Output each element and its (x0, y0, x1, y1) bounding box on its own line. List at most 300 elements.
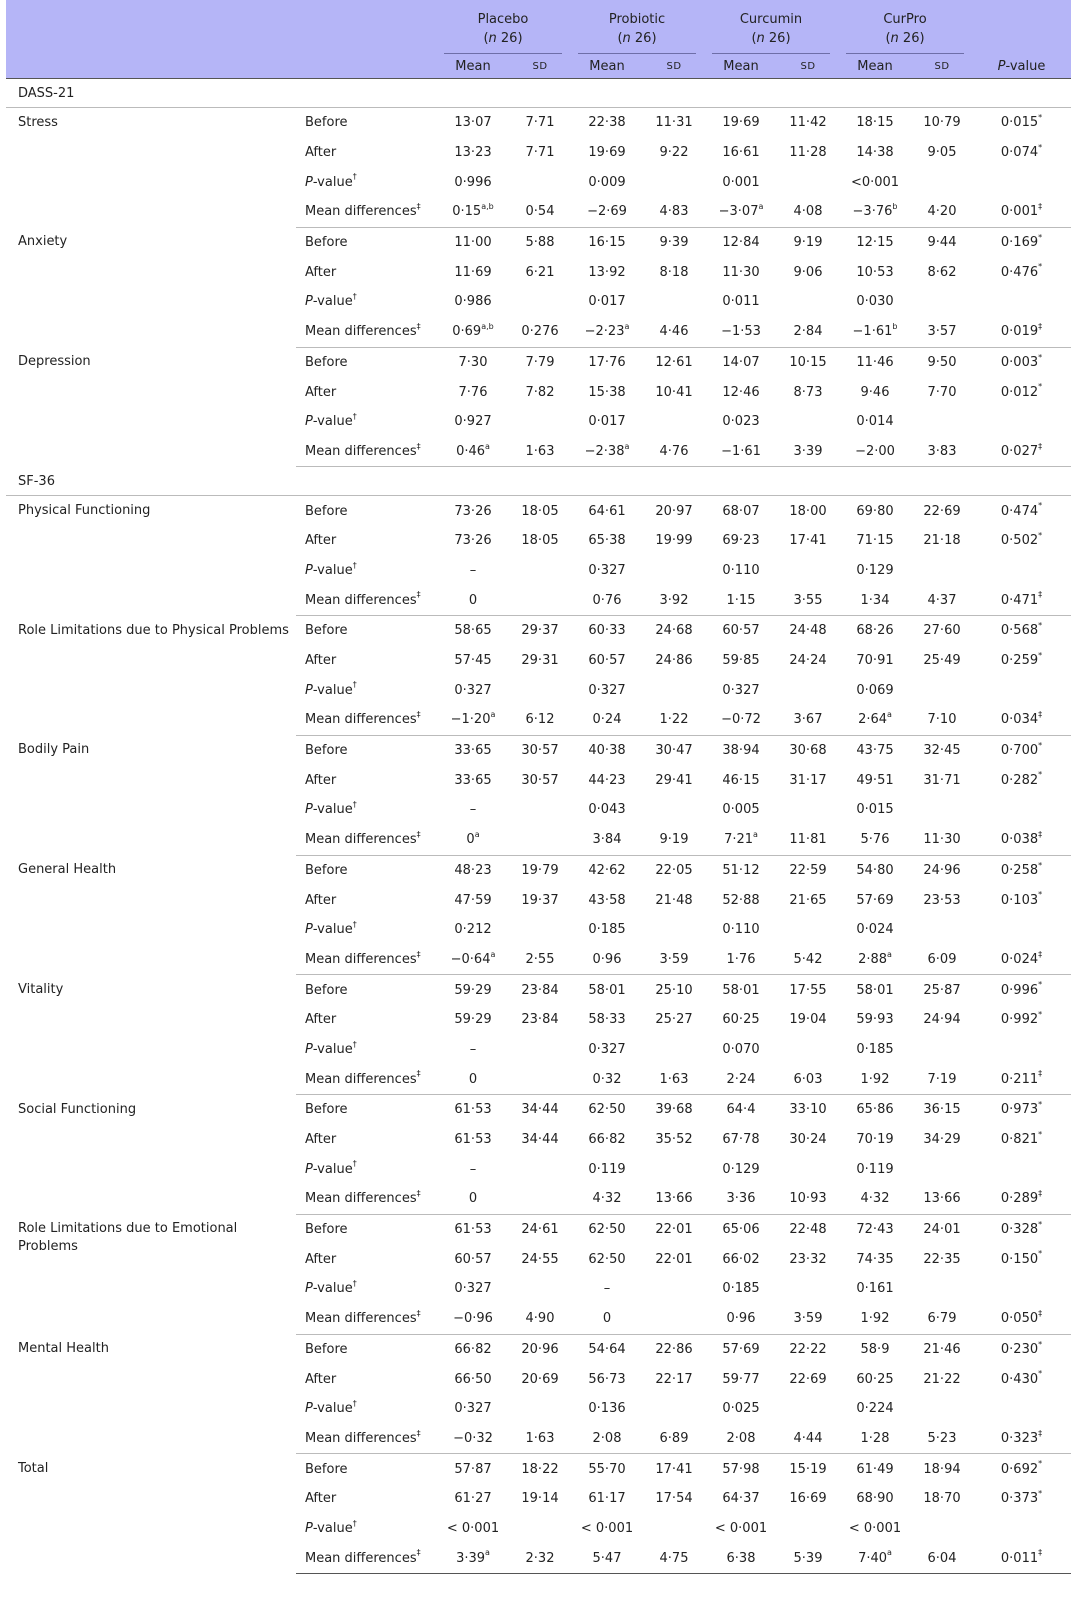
sd-cell: 22·01 (655, 1251, 693, 1267)
mean-cell: 12·46 (722, 384, 760, 400)
superscript-mark: ‡ (1038, 1189, 1043, 1199)
mean-cell: 66·02 (722, 1251, 760, 1267)
empty-cell (912, 1394, 972, 1424)
mean-cell: 38·94 (722, 743, 760, 759)
within-group-pvalue: 0·212 (454, 922, 492, 938)
sd-cell: 34·29 (923, 1132, 961, 1148)
mean-cell: 57·69 (722, 1341, 760, 1357)
sd-cell: 19·14 (521, 1491, 559, 1507)
empty-cell (972, 407, 1071, 437)
empty-cell (912, 915, 972, 945)
mean-cell: −0·32 (436, 1424, 510, 1454)
within-group-pvalue: 0·005 (722, 802, 760, 818)
sd-cell: 24·61 (521, 1222, 559, 1238)
sd-cell: 4·83 (644, 197, 704, 227)
mean-cell: 60·25 (722, 1012, 760, 1028)
mean-cell: −0·72 (704, 705, 778, 735)
mean-cell: 6·38 (704, 1543, 778, 1573)
superscript-mark: † (352, 800, 357, 810)
between-group-pvalue: 0·973* (1000, 1100, 1043, 1118)
mean-cell: −1·61 (704, 437, 778, 467)
group-header-curcumin: Curcumin (n 26) (704, 0, 838, 54)
sd-cell: 8·73 (793, 384, 823, 400)
sd-cell: 4·76 (644, 437, 704, 467)
row-label: After (305, 533, 337, 549)
mean-cell: 11·46 (856, 354, 894, 370)
mean-cell: 56·73 (588, 1371, 626, 1387)
mean-cell: 47·59 (454, 892, 492, 908)
sd-cell: 24·55 (521, 1251, 559, 1267)
mean-cell: 1·92 (838, 1064, 912, 1094)
empty-cell (510, 675, 570, 705)
mean-cell: 57·98 (722, 1461, 760, 1477)
mean-cell: 58·01 (588, 982, 626, 998)
mean-cell: 12·15 (856, 235, 894, 251)
mean-cell: −0·96 (436, 1304, 510, 1334)
mean-cell: 64·61 (588, 503, 626, 519)
between-group-pvalue: 0·430* (1000, 1369, 1043, 1387)
mean-cell: $0\cdot 46^a$ (436, 437, 510, 467)
superscript-mark: * (1038, 232, 1043, 242)
superscript-mark: * (1038, 980, 1043, 990)
sd-cell: 7·71 (525, 115, 555, 131)
superscript-mark: a (624, 441, 630, 451)
section-title: DASS-21 (6, 79, 1071, 108)
mean-cell: 69·80 (856, 503, 894, 519)
mean-cell: 33·65 (454, 743, 492, 759)
sd-cell (510, 825, 570, 855)
empty-cell (510, 1514, 570, 1544)
between-group-pvalue: 0·476* (1000, 262, 1043, 280)
mean-cell: 74·35 (856, 1251, 894, 1267)
superscript-mark: * (1038, 113, 1043, 123)
mean-cell: $-3\cdot 76^b$ (838, 197, 912, 227)
mean-cell: $7\cdot 40^a$ (838, 1543, 912, 1573)
mean-cell: 16·15 (588, 235, 626, 251)
mean-cell: 65·38 (588, 533, 626, 549)
row-label: P-value† (305, 1279, 357, 1297)
within-group-pvalue: 0·011 (722, 294, 760, 310)
mean-cell: 58·01 (856, 982, 894, 998)
mean-cell: 62·50 (588, 1102, 626, 1118)
superscript-mark: a (490, 710, 496, 720)
sd-cell: 17·41 (655, 1461, 693, 1477)
sd-cell: 13·66 (644, 1184, 704, 1214)
row-label: Before (305, 862, 348, 878)
empty-cell (510, 795, 570, 825)
sd-cell: 30·57 (521, 743, 559, 759)
row-label-p: P (305, 294, 313, 310)
empty-cell (778, 1514, 838, 1544)
mean-cell: 71·15 (856, 533, 894, 549)
mean-cell: 59·85 (722, 653, 760, 669)
empty-cell (972, 1035, 1071, 1065)
sd-cell: 9·39 (659, 235, 689, 251)
within-group-pvalue: 0·110 (722, 562, 760, 578)
row-label: Mean differences‡ (296, 585, 436, 615)
superscript-mark: † (352, 1039, 357, 1049)
mean-cell: 67·78 (722, 1132, 760, 1148)
sd-cell: 8·18 (659, 264, 689, 280)
sd-cell: 20·69 (521, 1371, 559, 1387)
table-row (6, 108, 1071, 138)
mean-cell: 51·12 (722, 862, 760, 878)
row-label: Mean differences‡ (296, 1424, 436, 1454)
empty-cell (778, 556, 838, 586)
table-row (6, 1334, 1071, 1364)
between-group-pvalue: 0·038‡ (972, 825, 1071, 855)
superscript-mark: * (1038, 650, 1043, 660)
superscript-mark: ‡ (416, 949, 421, 959)
mean-cell: 7·30 (458, 354, 488, 370)
sd-cell (510, 1064, 570, 1094)
empty-cell (972, 556, 1071, 586)
superscript-mark: * (1038, 530, 1043, 540)
mean-cell: $7\cdot 21^a$ (704, 825, 778, 855)
row-label: P-value† (305, 680, 357, 698)
sd-cell: 9·05 (927, 145, 957, 161)
superscript-mark: ‡ (416, 829, 421, 839)
superscript-mark: † (352, 1398, 357, 1408)
mean-cell: 49·51 (856, 772, 894, 788)
superscript-mark: ‡ (1038, 1308, 1043, 1318)
measure-label: Vitality (18, 981, 64, 997)
between-group-pvalue: 0·103* (1000, 890, 1043, 908)
within-group-pvalue: – (469, 1161, 477, 1177)
sd-cell: 22·86 (655, 1341, 693, 1357)
superscript-mark: b (892, 202, 898, 212)
empty-cell (912, 167, 972, 197)
row-label-p: P (305, 1520, 313, 1536)
sd-cell: 3·83 (912, 437, 972, 467)
mean-cell: 54·80 (856, 862, 894, 878)
mean-cell: 58·9 (860, 1341, 890, 1357)
superscript-mark: * (1038, 890, 1043, 900)
col-mean: Mean (570, 54, 644, 79)
row-label: After (305, 264, 337, 280)
empty-cell (912, 1035, 972, 1065)
row-label: After (305, 892, 337, 908)
empty-cell (912, 407, 972, 437)
measure-label: Bodily Pain (18, 742, 90, 758)
superscript-mark: ‡ (416, 1069, 421, 1079)
mean-cell: 69·23 (722, 533, 760, 549)
sd-cell: 21·46 (923, 1341, 961, 1357)
row-label-p: P (305, 174, 313, 190)
sd-cell: 7·70 (927, 384, 957, 400)
row-label: After (305, 772, 337, 788)
mean-cell: 4·32 (838, 1184, 912, 1214)
mean-cell: 0 (570, 1304, 644, 1334)
within-group-pvalue: 0·024 (856, 922, 894, 938)
superscript-mark: ‡ (1038, 202, 1043, 212)
within-group-pvalue: 0·119 (588, 1161, 626, 1177)
superscript-mark: a (490, 949, 496, 959)
sd-cell: 3·39 (778, 437, 838, 467)
within-group-pvalue: 0·110 (722, 922, 760, 938)
mean-cell: 1·76 (704, 945, 778, 975)
sd-cell: 4·08 (778, 197, 838, 227)
empty-cell (644, 167, 704, 197)
empty-cell (912, 556, 972, 586)
superscript-mark: ‡ (1038, 710, 1043, 720)
sd-cell: 5·88 (525, 235, 555, 251)
table-row (6, 1454, 1071, 1484)
within-group-pvalue: 0·927 (454, 414, 492, 430)
measure-label: Role Limitations due to Emotional Problems (18, 1221, 238, 1255)
mean-cell: 57·69 (856, 892, 894, 908)
mean-cell: 0·96 (704, 1304, 778, 1334)
mean-cell: 66·82 (588, 1132, 626, 1148)
within-group-pvalue: – (469, 802, 477, 818)
mean-cell: 60·57 (588, 653, 626, 669)
sd-cell: 10·79 (923, 115, 961, 131)
row-label-p: P (305, 1161, 313, 1177)
sd-cell: 19·04 (789, 1012, 827, 1028)
empty-cell (644, 1035, 704, 1065)
sd-cell: 4·37 (912, 585, 972, 615)
within-group-pvalue: – (603, 1281, 611, 1297)
within-group-pvalue: 0·327 (588, 1041, 626, 1057)
sd-cell: 4·75 (644, 1543, 704, 1573)
mean-cell: 0 (436, 1184, 510, 1214)
between-group-pvalue: 0·211‡ (972, 1064, 1071, 1094)
measure-label: Depression (18, 354, 91, 369)
mean-cell: 57·87 (454, 1461, 492, 1477)
between-group-pvalue: 0·992* (1000, 1009, 1043, 1028)
sd-cell: 11·28 (789, 145, 827, 161)
sd-cell: 21·48 (655, 892, 693, 908)
superscript-mark: ‡ (416, 1548, 421, 1558)
within-group-pvalue: < 0·001 (580, 1520, 634, 1536)
sd-cell: 9·19 (793, 235, 823, 251)
empty-cell (510, 915, 570, 945)
superscript-mark: * (1038, 352, 1043, 362)
sd-cell: 6·89 (644, 1424, 704, 1454)
sd-cell: 0·276 (510, 317, 570, 347)
col-sd: SD (778, 54, 838, 79)
mean-cell: 61·53 (454, 1222, 492, 1238)
sd-cell: 2·32 (510, 1543, 570, 1573)
superscript-mark: * (1038, 1219, 1043, 1229)
sd-cell: 3·59 (644, 945, 704, 975)
empty-cell (510, 1394, 570, 1424)
empty-cell (912, 287, 972, 317)
table-row (6, 227, 1071, 257)
mean-cell: $-3\cdot 07^a$ (704, 197, 778, 227)
empty-cell (778, 1154, 838, 1184)
sd-cell: 2·84 (778, 317, 838, 347)
sd-cell: 5·42 (778, 945, 838, 975)
sd-cell: 25·27 (655, 1012, 693, 1028)
superscript-mark: a,b (481, 202, 494, 212)
sd-cell: 34·44 (521, 1132, 559, 1148)
superscript-mark: a (485, 441, 490, 451)
mean-cell: 61·27 (454, 1491, 492, 1507)
mean-cell: 44·23 (588, 772, 626, 788)
empty-cell (912, 1514, 972, 1544)
row-label-p: P (305, 1401, 313, 1417)
between-group-pvalue: 0·011‡ (972, 1543, 1071, 1573)
sd-cell: 18·05 (521, 533, 559, 549)
sd-cell: 17·41 (789, 533, 827, 549)
mean-cell: 68·07 (722, 503, 760, 519)
within-group-pvalue: <0·001 (850, 174, 900, 190)
within-group-pvalue: 0·327 (454, 1281, 492, 1297)
section-title: SF-36 (6, 467, 1071, 496)
table-row (6, 616, 1071, 646)
sd-cell: 9·19 (644, 825, 704, 855)
measure-label: Social Functioning (18, 1101, 137, 1117)
row-label: Mean differences‡ (296, 945, 436, 975)
within-group-pvalue: < 0·001 (446, 1520, 500, 1536)
measure-label: Total (18, 1460, 49, 1476)
table-row (6, 347, 1071, 377)
sd-cell: 0·54 (510, 197, 570, 227)
empty-cell (972, 1514, 1071, 1544)
superscript-mark: a (887, 949, 892, 959)
within-group-pvalue: < 0·001 (714, 1520, 768, 1536)
superscript-mark: ‡ (416, 441, 421, 451)
superscript-mark: * (1038, 1100, 1043, 1110)
empty-cell (778, 287, 838, 317)
mean-cell: 60·33 (588, 623, 626, 639)
row-label: Mean differences‡ (296, 1543, 436, 1573)
within-group-pvalue: 0·327 (588, 562, 626, 578)
mean-cell: 7·76 (458, 384, 488, 400)
sd-cell: 10·93 (778, 1184, 838, 1214)
sd-cell: 30·24 (789, 1132, 827, 1148)
superscript-mark: ‡ (1038, 1428, 1043, 1438)
sd-cell: 7·79 (525, 354, 555, 370)
row-label: Before (305, 623, 348, 639)
sd-cell: 1·63 (510, 437, 570, 467)
mean-cell: 0·76 (570, 585, 644, 615)
table-row (6, 975, 1071, 1005)
within-group-pvalue: 0·025 (722, 1401, 760, 1417)
sd-cell: 23·32 (789, 1251, 827, 1267)
between-group-pvalue: 0·150* (1000, 1249, 1043, 1267)
empty-cell (510, 407, 570, 437)
superscript-mark: ‡ (1038, 829, 1043, 839)
within-group-pvalue: – (469, 1041, 477, 1057)
sd-cell: 2·55 (510, 945, 570, 975)
sd-cell: 29·41 (655, 772, 693, 788)
between-group-pvalue: 0·001‡ (972, 197, 1071, 227)
superscript-mark: a (624, 321, 630, 331)
mean-cell: 14·07 (722, 354, 760, 370)
empty-cell (510, 1274, 570, 1304)
superscript-mark: a (474, 829, 480, 839)
within-group-pvalue: 0·185 (856, 1041, 894, 1057)
within-group-pvalue: 0·327 (454, 682, 492, 698)
empty-cell (510, 167, 570, 197)
row-label: Mean differences‡ (296, 437, 436, 467)
sd-cell: 10·15 (789, 354, 827, 370)
superscript-mark: † (352, 292, 357, 302)
measure-label: Stress (18, 115, 58, 130)
within-group-pvalue: 0·119 (856, 1161, 894, 1177)
sd-cell: 9·06 (793, 264, 823, 280)
sd-cell: 18·00 (789, 503, 827, 519)
mean-cell: 4·32 (570, 1184, 644, 1214)
table-row (6, 735, 1071, 765)
empty-cell (778, 167, 838, 197)
row-label: After (305, 1132, 337, 1148)
sd-cell: 9·44 (927, 235, 957, 251)
mean-cell: 46·15 (722, 772, 760, 788)
within-group-pvalue: 0·136 (588, 1401, 626, 1417)
sd-cell: 18·05 (521, 503, 559, 519)
mean-cell: 1·15 (704, 585, 778, 615)
within-group-pvalue: 0·043 (588, 802, 626, 818)
within-group-pvalue: < 0·001 (848, 1520, 902, 1536)
mean-cell: $-1\cdot 20^a$ (436, 705, 510, 735)
empty-cell (912, 1154, 972, 1184)
sd-cell: 9·22 (659, 145, 689, 161)
sd-cell: 7·10 (912, 705, 972, 735)
sd-cell: 31·17 (789, 772, 827, 788)
mean-cell: 5·47 (570, 1543, 644, 1573)
mean-cell: 65·06 (722, 1222, 760, 1238)
superscript-mark: † (352, 411, 357, 421)
between-group-pvalue: 0·019‡ (972, 317, 1071, 347)
sd-cell: 22·69 (923, 503, 961, 519)
row-label: P-value† (305, 411, 357, 430)
row-label: Mean differences‡ (296, 1064, 436, 1094)
superscript-mark: ‡ (1038, 441, 1043, 451)
empty-cell (972, 167, 1071, 197)
empty-cell (972, 795, 1071, 825)
row-label: After (305, 1371, 337, 1387)
sd-cell: 24·94 (923, 1012, 961, 1028)
sd-cell: 9·50 (927, 354, 957, 370)
sd-cell: 3·67 (778, 705, 838, 735)
empty-cell (972, 1154, 1071, 1184)
mean-cell: 19·69 (722, 115, 760, 131)
row-label-p: P (305, 1041, 313, 1057)
mean-cell: 58·65 (454, 623, 492, 639)
superscript-mark: † (352, 1279, 357, 1289)
superscript-mark: * (1038, 770, 1043, 780)
row-label: After (305, 1012, 337, 1028)
row-label: Before (305, 503, 348, 519)
empty-cell (644, 675, 704, 705)
between-group-pvalue: 0·024‡ (972, 945, 1071, 975)
superscript-mark: * (1038, 1369, 1043, 1379)
measure-label: Mental Health (18, 1341, 109, 1356)
group-header-curpro: CurPro (n 26) (838, 0, 972, 54)
mean-cell: 0·96 (570, 945, 644, 975)
mean-cell: 66·82 (454, 1341, 492, 1357)
mean-cell: 1·28 (838, 1424, 912, 1454)
mean-cell: 2·08 (570, 1424, 644, 1454)
row-label: Before (305, 1102, 348, 1118)
superscript-mark: * (1038, 1129, 1043, 1139)
sd-cell: 6·09 (912, 945, 972, 975)
within-group-pvalue: 0·015 (856, 802, 894, 818)
mean-cell: $2\cdot 64^a$ (838, 705, 912, 735)
mean-cell: $-2\cdot 38^a$ (570, 437, 644, 467)
empty-cell (972, 1394, 1071, 1424)
empty-cell (972, 1274, 1071, 1304)
between-group-pvalue: 0·996* (1000, 980, 1043, 998)
superscript-mark: ‡ (416, 1189, 421, 1199)
superscript-mark: ‡ (1038, 949, 1043, 959)
sd-cell: 25·87 (923, 982, 961, 998)
sd-cell: 10·41 (655, 384, 693, 400)
col-mean: Mean (838, 54, 912, 79)
